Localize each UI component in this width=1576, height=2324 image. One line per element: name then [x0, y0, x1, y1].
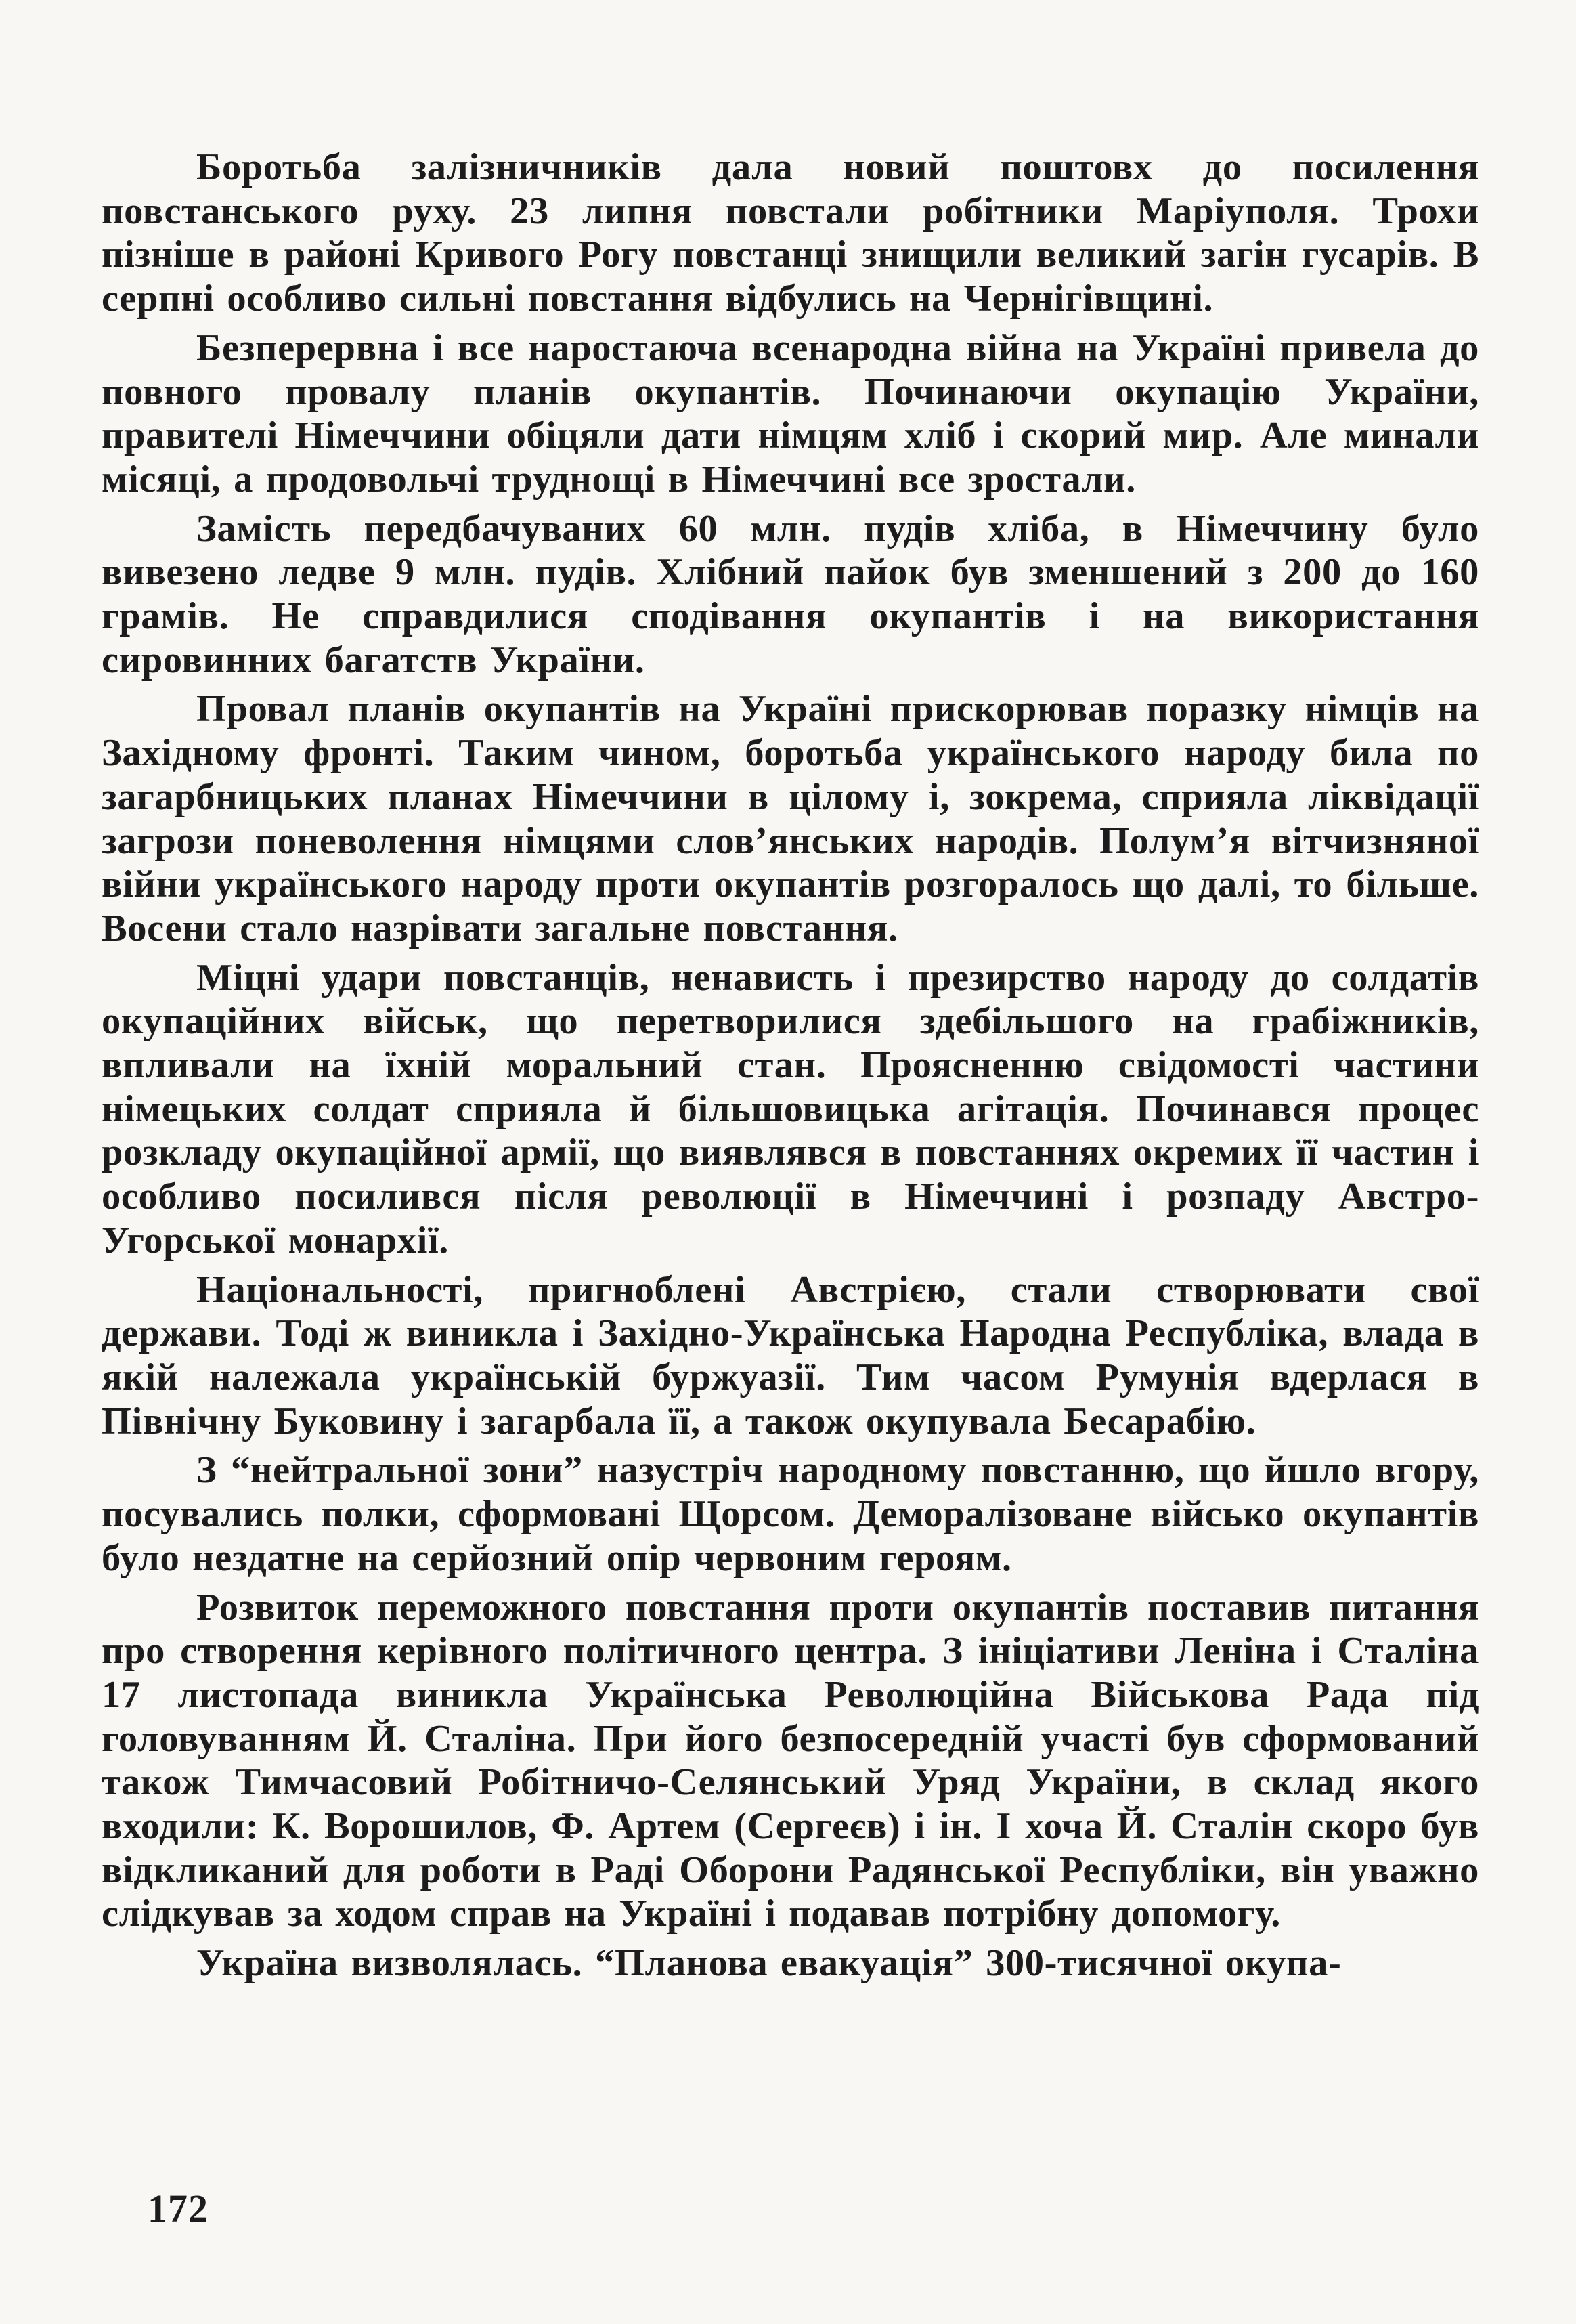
paragraph-2: Безперервна і все наростаюча всенародна війна на Україні привела до повного провалу планів окупантів. Починаючи окупацію України, правителі Німеччини обіцяли дати німцям хліб і скорий мир. Але минали місяці, а продовольчі труднощі в Німеччині все зростали. — [102, 326, 1479, 500]
paragraph-5: Міцні удари повстанців, ненависть і презирство народу до солдатів окупаційних військ, що перетворилися здебільшого на грабіжників, впливали на їхній моральний стан. Проясненню свідомості частини німецьких солдат сприяла й більшовицька агітація. Починався процес розкладу окупаційної армії, що виявлявся в повстаннях окремих її частин і особливо посилився після революції в Німеччині і розпаду Австро-Угорської монархії. — [102, 956, 1479, 1262]
paragraph-9: Україна визволялась. “Планова евакуація” 300-тисячної окупа- — [196, 1942, 1342, 1985]
paragraph-7: З “нейтральної зони” назустріч народному повстанню, що йшло вгору, посувались полки, сформовані Щорсом. Деморалізоване військо окупантів було нездатне на серйозний опір червоним героям. — [102, 1449, 1479, 1579]
paragraph-6: Національності, пригноблені Австрією, стали створювати свої держави. Тоді ж виникла і Західно-Українська Народна Республіка, влада в якій належала українській буржуазії. Тим часом Румунія вдерлася в Північну Буковину і загарбала її, а також окупувала Бесарабію. — [102, 1268, 1479, 1442]
paragraph-8: Розвиток переможного повстання проти окупантів поставив питання про створення керівного політичного центра. З ініціативи Леніна і Сталіна 17 листопада виникла Українська Революційна Військова Рада під головуванням Й. Сталіна. При його безпосередній участі був сформований також Тимчасовий Робітничо-Селянський Уряд України, в склад якого входили: К. Ворошилов, Ф. Артем (Сергеєв) і ін. І хоча Й. Сталін скоро був відкликаний для роботи в Раді Оборони Радянської Республіки, він уважно слідкував за ходом справ на Україні і подавав потрібну допомогу. — [102, 1586, 1479, 1935]
page-number: 172 — [148, 2187, 209, 2231]
paragraph-1: Боротьба залізничників дала новий поштовх до посилення повстанського руху. 23 липня повстали робітники Маріуполя. Трохи пізніше в районі Кривого Рогу повстанці знищили великий загін гусарів. В серпні особливо сильні повстання відбулись на Чернігівщині. — [102, 146, 1479, 320]
paragraph-3: Замість передбачуваних 60 млн. пудів хліба, в Німеччину було вивезено ледве 9 млн. пудів. Хлібний пайок був зменшений з 200 до 160 грамів. Не справдилися сподівання окупантів і на використання сировинних багатств України. — [102, 507, 1479, 681]
paragraph-4: Провал планів окупантів на Україні прискорював поразку німців на Західному фронті. Таким чином, боротьба українського народу била по загарбницьких планах Німеччини в цілому і, зокрема, сприяла ліквідації загрози поневолення німцями слов’янських народів. Полум’я вітчизняної війни українського народу проти окупантів розгоралось що далі, то більше. Восени стало назрівати загальне повстання. — [102, 688, 1479, 949]
body-text — [102, 146, 1479, 1991]
